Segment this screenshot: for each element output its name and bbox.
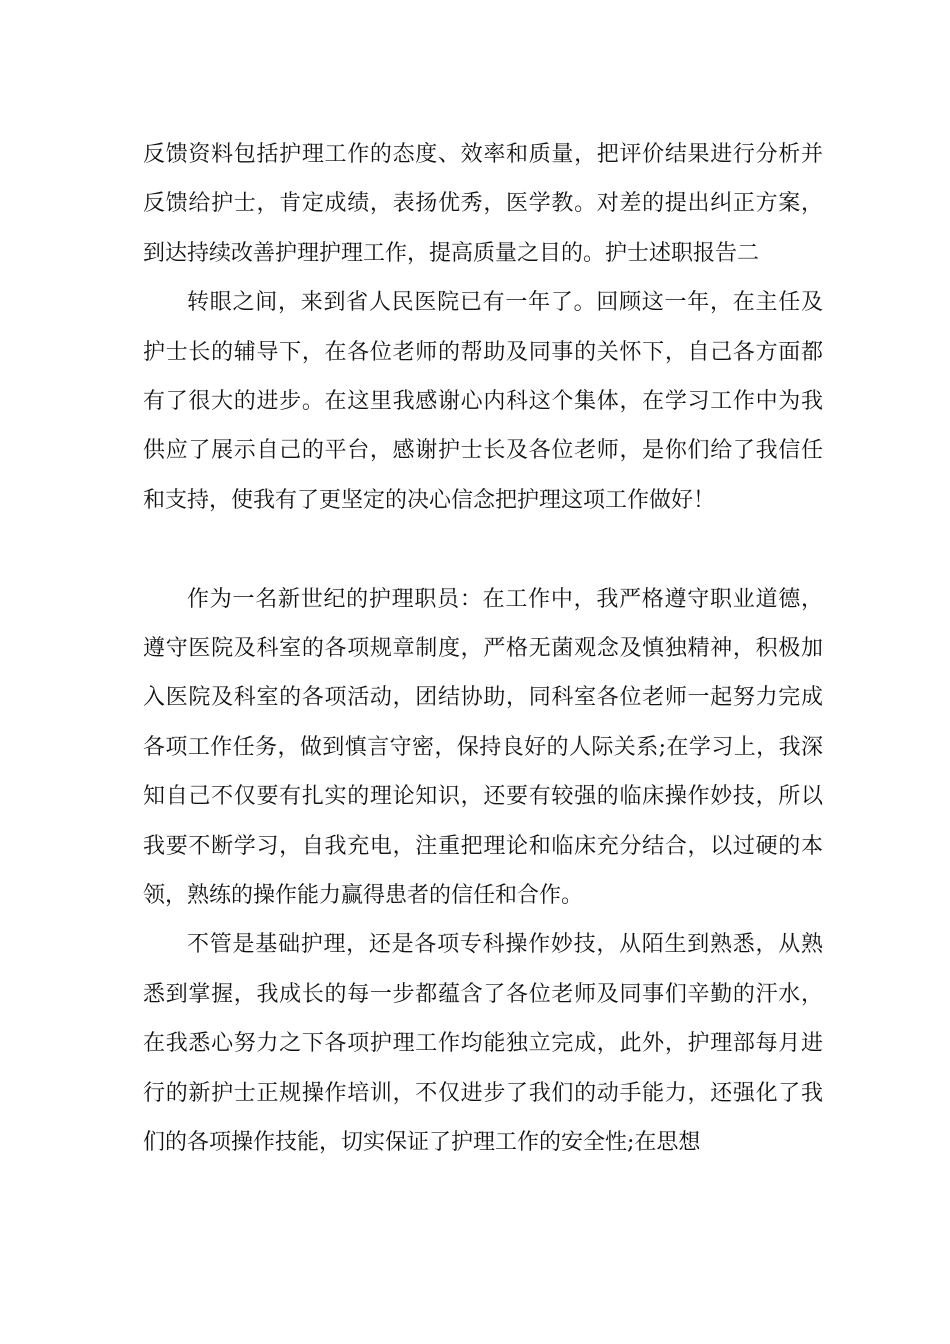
paragraph-professional-conduct: 作为一名新世纪的护理职员：在工作中，我严格遵守职业道德，遵守医院及科室的各项规章制度，严格无菌观念及慎独精神，积极加入医院及科室的各项活动，团结协助，同科室各位老师一起努力完成各项工作任务，做到慎言守密，保持良好的人际关系;在学习上，我深知自己不仅要有扎实的理论知识，还要有较强的临床操作妙技，所以我要不断学习，自我充电，注重把理论和临床充分结合，以过硬的本领，熟练的操作能力赢得患者的信任和合作。 <box>143 586 823 909</box>
paragraph-feedback: 反馈资料包括护理工作的态度、效率和质量，把评价结果进行分析并反馈给护士，肯定成绩，表扬优秀，医学教。对差的提出纠正方案，到达持续改善护理护理工作，提高质量之目的。护士述职报告二 <box>143 142 823 266</box>
paragraph-skills-growth: 不管是基础护理，还是各项专科操作妙技，从陌生到熟悉，从熟悉到掌握，我成长的每一步都蕴含了各位老师及同事们辛勤的汗水，在我悉心努力之下各项护理工作均能独立完成，此外，护理部每月进行的新护士正规操作培训，不仅进步了我们的动手能力，还强化了我们的各项操作技能，切实保证了护理工作的安全性;在思想 <box>143 932 823 1156</box>
paragraph-spacer <box>143 525 823 574</box>
document-body <box>143 130 823 1168</box>
paragraph-one-year-review: 转眼之间，来到省人民医院已有一年了。回顾这一年，在主任及护士长的辅导下，在各位老师的帮助及同事的关怀下，自己各方面都有了很大的进步。在这里我感谢心内科这个集体，在学习工作中为我供应了展示自己的平台，感谢护士长及各位老师，是你们给了我信任和支持，使我有了更坚定的决心信念把护理这项工作做好！ <box>143 290 823 513</box>
